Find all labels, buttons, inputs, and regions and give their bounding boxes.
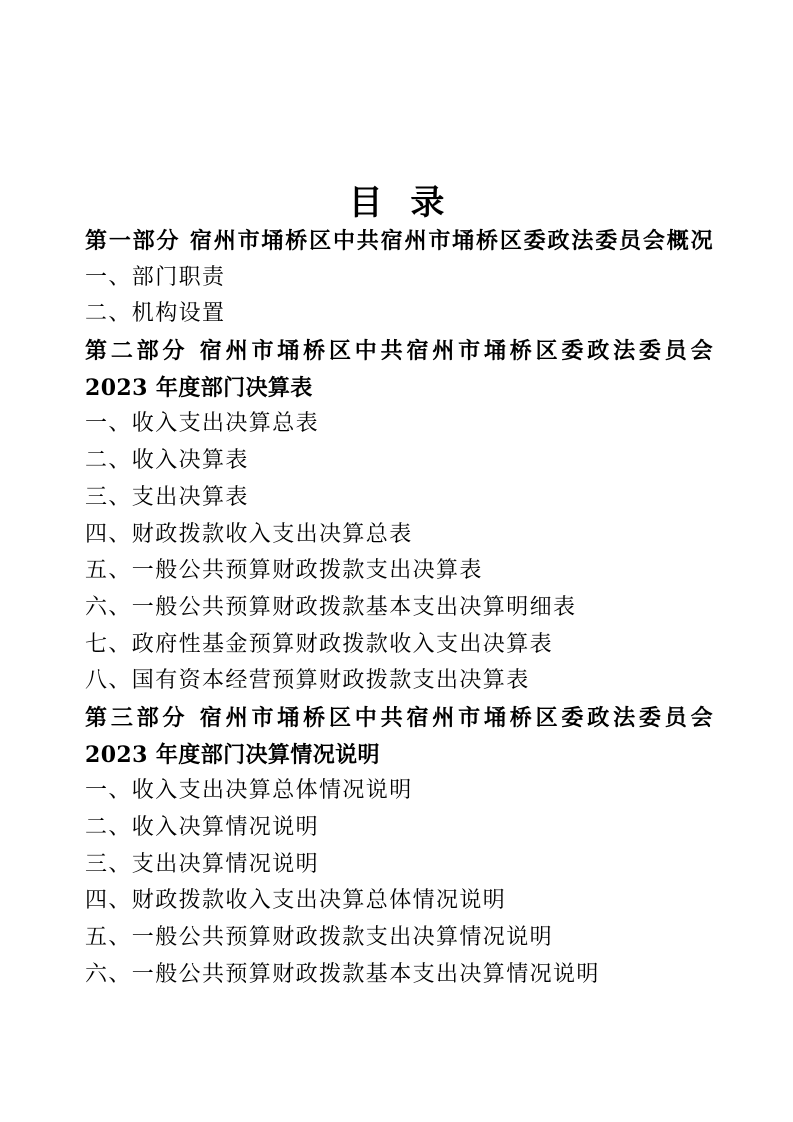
toc-item: 六、一般公共预算财政拨款基本支出决算明细表	[85, 594, 577, 620]
page-title: 目 录	[348, 183, 445, 223]
toc-part-3-heading: 第三部分 宿州市埇桥区中共宿州市埇桥区委政法委员会	[85, 704, 713, 731]
toc-part-1-heading: 第一部分 宿州市埇桥区中共宿州市埇桥区委政法委员会概况	[85, 228, 713, 254]
toc-item: 三、支出决算表	[85, 484, 249, 510]
toc-item: 八、国有资本经营预算财政拨款支出决算表	[85, 668, 530, 694]
toc-item: 五、一般公共预算财政拨款支出决算情况说明	[85, 925, 554, 951]
toc-part-2-heading-continued: 2023 年度部门决算表	[85, 374, 313, 401]
toc-item: 四、财政拨款收入支出决算总表	[85, 521, 413, 547]
toc-item: 二、收入决算情况说明	[85, 815, 320, 840]
toc-item: 一、收入支出决算总体情况说明	[85, 778, 413, 804]
toc-item: 一、收入支出决算总表	[85, 411, 320, 437]
table-of-contents	[85, 223, 713, 993]
toc-item: 七、政府性基金预算财政拨款收入支出决算表	[85, 631, 554, 657]
toc-item: 三、支出决算情况说明	[85, 851, 320, 877]
toc-item: 二、收入决算表	[85, 448, 249, 474]
toc-item: 四、财政拨款收入支出决算总体情况说明	[85, 888, 507, 914]
toc-item: 六、一般公共预算财政拨款基本支出决算情况说明	[85, 961, 600, 987]
toc-part-2-heading: 第二部分 宿州市埇桥区中共宿州市埇桥区委政法委员会	[85, 338, 713, 365]
toc-item: 二、机构设置	[85, 301, 226, 327]
toc-item: 五、一般公共预算财政拨款支出决算表	[85, 558, 483, 584]
toc-part-3-heading-continued: 2023 年度部门决算情况说明	[85, 741, 380, 768]
toc-item: 一、部门职责	[85, 264, 226, 290]
